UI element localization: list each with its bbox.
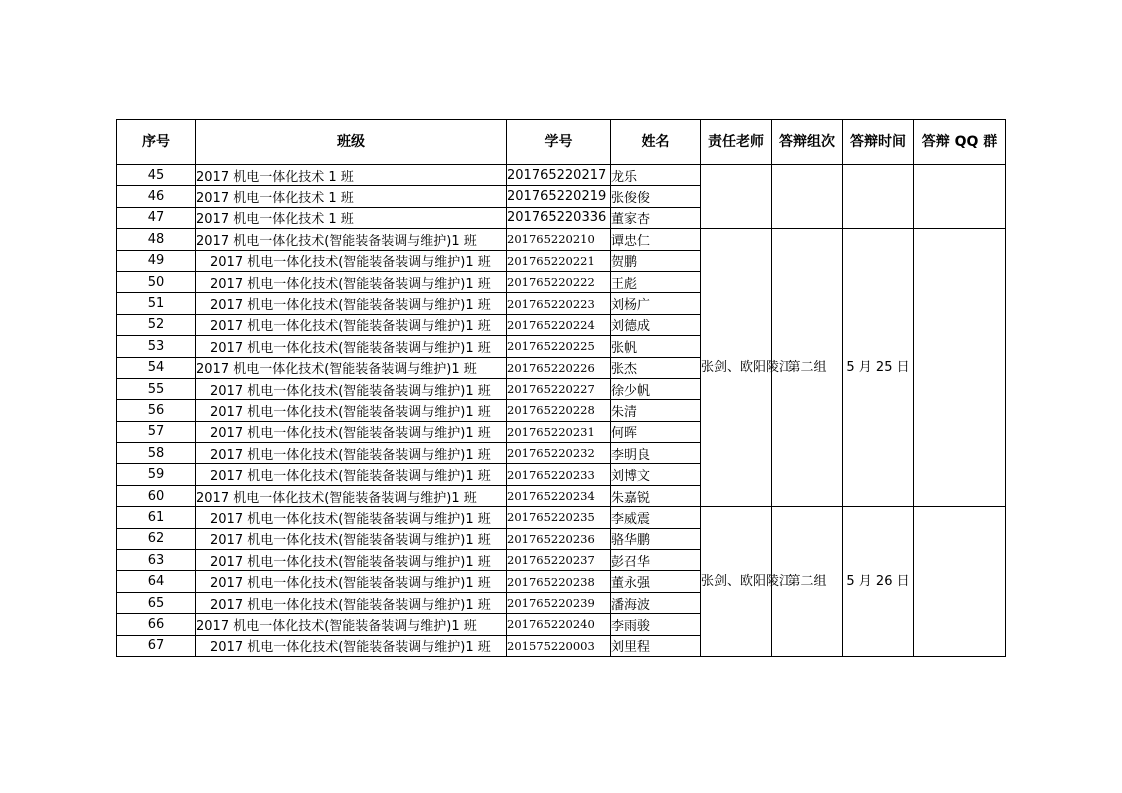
row-number: 61 bbox=[117, 507, 196, 528]
student-id: 201765220238 bbox=[507, 571, 611, 592]
defense-time: 5 月 25 日 bbox=[843, 229, 914, 507]
row-number: 67 bbox=[117, 635, 196, 656]
student-name: 谭忠仁 bbox=[611, 229, 701, 250]
student-name: 李威震 bbox=[611, 507, 701, 528]
row-number: 55 bbox=[117, 378, 196, 399]
header-row bbox=[117, 120, 1006, 165]
student-id: 201765220210 bbox=[507, 229, 611, 250]
row-number: 46 bbox=[117, 186, 196, 207]
header-student-id: 学号 bbox=[507, 120, 611, 165]
table-body bbox=[117, 165, 1006, 657]
class-name: 2017 机电一体化技术(智能装备装调与维护)1 班 bbox=[196, 378, 507, 399]
class-name: 2017 机电一体化技术 1 班 bbox=[196, 207, 507, 228]
responsible-teacher: 张剑、欧阳陵江 bbox=[701, 507, 772, 657]
student-name: 李雨骏 bbox=[611, 614, 701, 635]
student-name: 贺鹏 bbox=[611, 250, 701, 271]
student-id: 201765220239 bbox=[507, 592, 611, 613]
class-name: 2017 机电一体化技术(智能装备装调与维护)1 班 bbox=[196, 571, 507, 592]
student-name: 董家杏 bbox=[611, 207, 701, 228]
defense-time: 5 月 26 日 bbox=[843, 507, 914, 657]
student-id: 201765220227 bbox=[507, 378, 611, 399]
class-name: 2017 机电一体化技术(智能装备装调与维护)1 班 bbox=[196, 271, 507, 292]
class-name: 2017 机电一体化技术(智能装备装调与维护)1 班 bbox=[196, 336, 507, 357]
student-id: 201765220226 bbox=[507, 357, 611, 378]
row-number: 59 bbox=[117, 464, 196, 485]
student-name: 朱嘉锐 bbox=[611, 485, 701, 506]
student-name: 李明良 bbox=[611, 443, 701, 464]
student-id: 201765220231 bbox=[507, 421, 611, 442]
class-name: 2017 机电一体化技术 1 班 bbox=[196, 165, 507, 186]
class-name: 2017 机电一体化技术(智能装备装调与维护)1 班 bbox=[196, 464, 507, 485]
row-number: 60 bbox=[117, 485, 196, 506]
student-name: 刘德成 bbox=[611, 314, 701, 335]
class-name: 2017 机电一体化技术(智能装备装调与维护)1 班 bbox=[196, 421, 507, 442]
student-id: 201765220222 bbox=[507, 271, 611, 292]
defense-qq-group bbox=[914, 165, 1006, 229]
student-name: 张俊俊 bbox=[611, 186, 701, 207]
class-name: 2017 机电一体化技术(智能装备装调与维护)1 班 bbox=[196, 250, 507, 271]
class-name: 2017 机电一体化技术(智能装备装调与维护)1 班 bbox=[196, 528, 507, 549]
student-id: 201575220003 bbox=[507, 635, 611, 656]
row-number: 58 bbox=[117, 443, 196, 464]
responsible-teacher: 张剑、欧阳陵江 bbox=[701, 229, 772, 507]
class-name: 2017 机电一体化技术(智能装备装调与维护)1 班 bbox=[196, 550, 507, 571]
student-name: 刘里程 bbox=[611, 635, 701, 656]
student-name: 骆华鹏 bbox=[611, 528, 701, 549]
class-name: 2017 机电一体化技术 1 班 bbox=[196, 186, 507, 207]
student-name: 龙乐 bbox=[611, 165, 701, 186]
defense-group: 第二组 bbox=[772, 507, 843, 657]
class-name: 2017 机电一体化技术(智能装备装调与维护)1 班 bbox=[196, 592, 507, 613]
row-number: 53 bbox=[117, 336, 196, 357]
header-group: 答辩组次 bbox=[772, 120, 843, 165]
student-name: 刘博文 bbox=[611, 464, 701, 485]
table-row bbox=[117, 229, 1006, 250]
row-number: 63 bbox=[117, 550, 196, 571]
row-number: 54 bbox=[117, 357, 196, 378]
student-name: 潘海波 bbox=[611, 592, 701, 613]
defense-schedule-table bbox=[116, 119, 1006, 657]
row-number: 56 bbox=[117, 400, 196, 421]
header-time: 答辩时间 bbox=[843, 120, 914, 165]
student-id: 201765220221 bbox=[507, 250, 611, 271]
class-name: 2017 机电一体化技术(智能装备装调与维护)1 班 bbox=[196, 443, 507, 464]
table-row bbox=[117, 165, 1006, 186]
class-name: 2017 机电一体化技术(智能装备装调与维护)1 班 bbox=[196, 635, 507, 656]
student-id: 201765220237 bbox=[507, 550, 611, 571]
student-id: 201765220217 bbox=[507, 165, 611, 186]
student-name: 朱清 bbox=[611, 400, 701, 421]
class-name: 2017 机电一体化技术(智能装备装调与维护)1 班 bbox=[196, 485, 507, 506]
student-id: 201765220236 bbox=[507, 528, 611, 549]
row-number: 51 bbox=[117, 293, 196, 314]
row-number: 49 bbox=[117, 250, 196, 271]
student-name: 张杰 bbox=[611, 357, 701, 378]
student-name: 彭召华 bbox=[611, 550, 701, 571]
row-number: 57 bbox=[117, 421, 196, 442]
student-id: 201765220225 bbox=[507, 336, 611, 357]
student-name: 刘杨广 bbox=[611, 293, 701, 314]
class-name: 2017 机电一体化技术(智能装备装调与维护)1 班 bbox=[196, 614, 507, 635]
class-name: 2017 机电一体化技术(智能装备装调与维护)1 班 bbox=[196, 400, 507, 421]
student-name: 张帆 bbox=[611, 336, 701, 357]
defense-qq-group bbox=[914, 229, 1006, 507]
header-no: 序号 bbox=[117, 120, 196, 165]
student-name: 何晖 bbox=[611, 421, 701, 442]
table-row bbox=[117, 507, 1006, 528]
student-id: 201765220235 bbox=[507, 507, 611, 528]
student-id: 201765220219 bbox=[507, 186, 611, 207]
defense-time bbox=[843, 165, 914, 229]
defense-qq-group bbox=[914, 507, 1006, 657]
student-name: 董永强 bbox=[611, 571, 701, 592]
student-id: 201765220232 bbox=[507, 443, 611, 464]
class-name: 2017 机电一体化技术(智能装备装调与维护)1 班 bbox=[196, 314, 507, 335]
student-id: 201765220234 bbox=[507, 485, 611, 506]
row-number: 48 bbox=[117, 229, 196, 250]
class-name: 2017 机电一体化技术(智能装备装调与维护)1 班 bbox=[196, 229, 507, 250]
row-number: 45 bbox=[117, 165, 196, 186]
header-class: 班级 bbox=[196, 120, 507, 165]
student-id: 201765220224 bbox=[507, 314, 611, 335]
student-id: 201765220233 bbox=[507, 464, 611, 485]
row-number: 50 bbox=[117, 271, 196, 292]
defense-group: 第二组 bbox=[772, 229, 843, 507]
class-name: 2017 机电一体化技术(智能装备装调与维护)1 班 bbox=[196, 357, 507, 378]
student-id: 201765220223 bbox=[507, 293, 611, 314]
defense-group bbox=[772, 165, 843, 229]
header-name: 姓名 bbox=[611, 120, 701, 165]
header-qq-group: 答辩 QQ 群 bbox=[914, 120, 1006, 165]
student-id: 201765220336 bbox=[507, 207, 611, 228]
student-id: 201765220240 bbox=[507, 614, 611, 635]
class-name: 2017 机电一体化技术(智能装备装调与维护)1 班 bbox=[196, 293, 507, 314]
row-number: 65 bbox=[117, 592, 196, 613]
row-number: 52 bbox=[117, 314, 196, 335]
row-number: 66 bbox=[117, 614, 196, 635]
row-number: 47 bbox=[117, 207, 196, 228]
student-name: 王彪 bbox=[611, 271, 701, 292]
student-id: 201765220228 bbox=[507, 400, 611, 421]
student-name: 徐少帆 bbox=[611, 378, 701, 399]
row-number: 62 bbox=[117, 528, 196, 549]
row-number: 64 bbox=[117, 571, 196, 592]
responsible-teacher bbox=[701, 165, 772, 229]
header-teacher: 责任老师 bbox=[701, 120, 772, 165]
class-name: 2017 机电一体化技术(智能装备装调与维护)1 班 bbox=[196, 507, 507, 528]
